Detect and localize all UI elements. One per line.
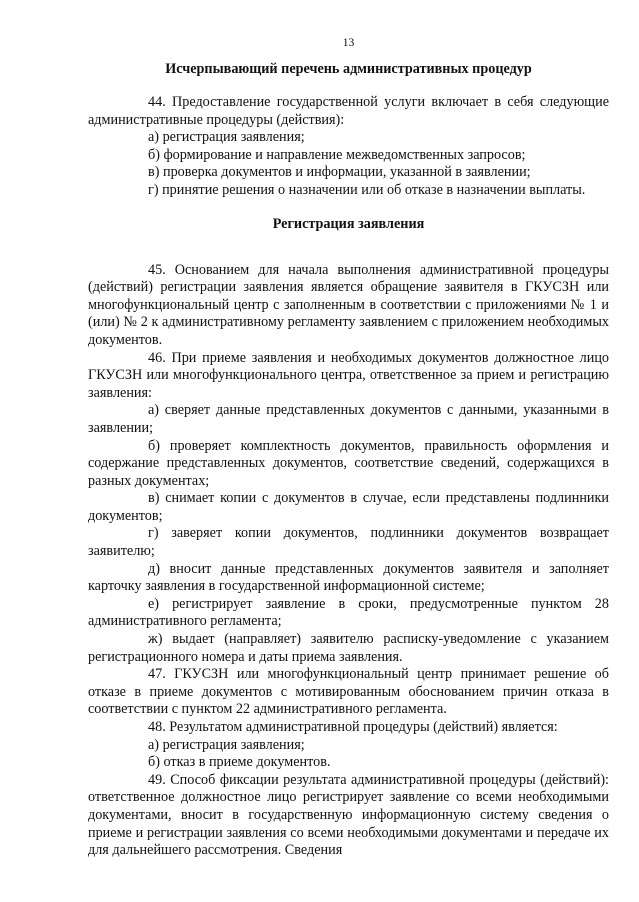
page-number: 13 (342, 37, 355, 49)
paragraph: б) формирование и направление межведомственных запросов; (148, 146, 526, 163)
paragraph: ж) выдает (направляет) заявителю расписку-уведомление с указанием регистрационного номера и даты приема заявления. (88, 631, 609, 665)
paragraph: а) регистрация заявления; (148, 736, 305, 753)
paragraph: 49. Способ фиксации результата административной процедуры (действий): ответственное должностное лицо регистрирует заявление со всеми необходимыми документами, вносит в государственную информационную систему сведения о приеме и регистрации заявления со всеми необходимыми документами и передаче их для дальнейшего рассмотрения. Сведения (88, 771, 609, 859)
registration-text-block (88, 262, 609, 860)
paragraph: 44. Предоставление государственной услуги включает в себя следующие административные процедуры (действия): (88, 94, 609, 128)
section-heading-registration: Регистрация заявления (272, 215, 425, 232)
paragraph: 48. Результатом административной процедуры (действий) является: (148, 719, 558, 735)
paragraph: а) регистрация заявления; (148, 129, 305, 146)
paragraph: д) вносит данные представленных документов заявителя и заполняет карточку заявления в государственной информационной системе; (88, 560, 609, 595)
paragraph: в) проверка документов и информации, указанной в заявлении; (148, 164, 531, 181)
paragraph: г) заверяет копии документов, подлинники документов возвращает заявителю; (88, 525, 609, 560)
paragraph: а) сверяет данные представленных документов с данными, указанными в заявлении; (88, 402, 609, 436)
paragraph: б) проверяет комплектность документов, правильность оформления и содержание представленных документов, соответствие сведений, содержащихся в разных документах; (88, 437, 609, 489)
paragraph: 46. При приеме заявления и необходимых документов должностное лицо ГКУСЗН или многофункционального центра, ответственное за прием и регистрацию заявления: (88, 349, 609, 401)
paragraph: б) отказ в приеме документов. (148, 754, 331, 771)
paragraph: в) снимает копии с документов в случае, если представлены подлинники документов; (88, 490, 609, 524)
paragraph: 45. Основанием для начала выполнения административной процедуры (действий) регистрации заявления является обращение заявителя в ГКУСЗН или многофункциональный центр с заполненным в соответствии с приложениями № 1 и (или) № 2 к административному регламенту заявлением с приложением необходимых документов. (88, 261, 609, 348)
procedures-list-block (88, 94, 609, 200)
section-heading-procedures: Исчерпывающий перечень административных процедур (165, 61, 532, 77)
paragraph: 47. ГКУСЗН или многофункциональный центр принимает решение об отказе в приеме документов с мотивированным обоснованием причин отказа в соответствии с пунктом 22 административного регламента. (88, 666, 609, 718)
paragraph: е) регистрирует заявление в сроки, предусмотренные пунктом 28 административного регламента; (88, 595, 609, 630)
paragraph: г) принятие решения о назначении или об отказе в назначении выплаты. (148, 181, 586, 198)
